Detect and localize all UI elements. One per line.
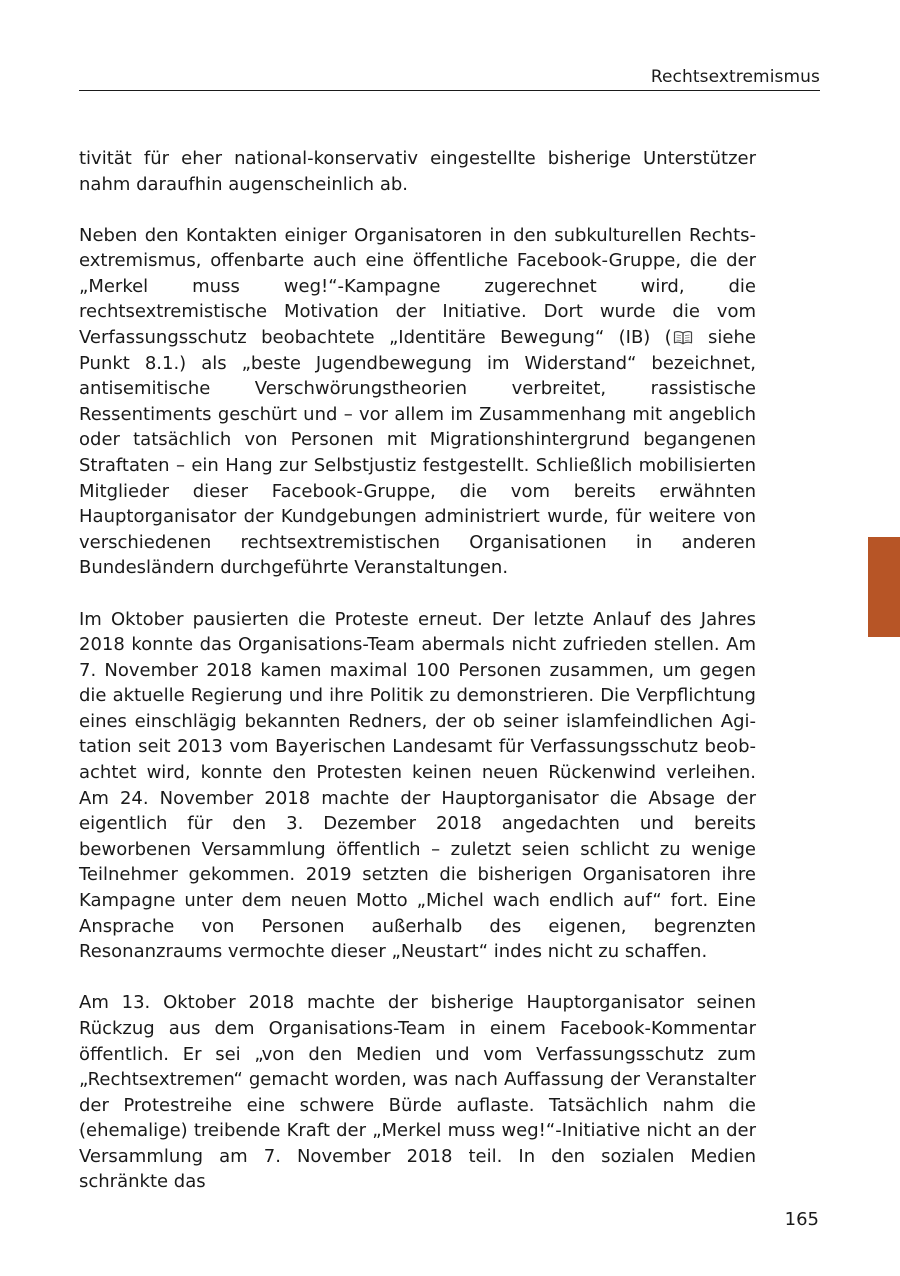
book-icon bbox=[673, 327, 693, 342]
paragraph-4: Am 13. Oktober 2018 machte der bisherige Hauptorganisator seinen Rückzug aus dem Organisations-Team in einem Facebook-Kommentar öffentlich. Er sei „von den Medien und vom Verfassungsschutz zum „Rechtsextremen“ gemacht worden, was nach Auffassung der Veranstalter der Protestreihe eine schwere Bürde auflaste. Tatsächlich nahm die (ehemalige) treibende Kraft der „Merkel muss weg!“-Initiative nicht an der Versammlung am 7. November 2018 teil. In den sozialen Medien schränkte das bbox=[79, 992, 756, 1193]
paragraph-1: tivität für eher national-konservativ eingestellte bisherige Unterstützer nahm daraufhin augenscheinlich ab. bbox=[79, 148, 756, 195]
paragraph-3: Im Oktober pausierten die Proteste erneut. Der letzte Anlauf des Jahres 2018 konnte das Organisations-Team abermals nicht zufrieden stellen. Am 7. November 2018 kamen maximal 100 Personen zusammen, um gegen die aktuelle Regierung und ihre Politik zu demonstrieren. Die Verpflichtung eines einschlägig bekannten Redners, der ob seiner islamfeindlichen Agitation seit 2013 vom Bayerischen Landesamt für Verfassungsschutz beobachtet wird, konnte den Protesten keinen neuen Rückenwind verleihen. Am 24. November 2018 machte der Hauptorganisator die Absage der eigentlich für den 3. Dezember 2018 angedachten und bereits beworbenen Versammlung öffentlich – zuletzt seien schlicht zu wenige Teilnehmer gekommen. 2019 setzten die bisherigen Organisatoren ihre Kampagne unter dem neuen Motto „Michel wach endlich auf“ fort. Eine Ansprache von Personen außerhalb des eigenen, begrenzten Resonanzraums vermochte dieser „Neustart“ indes nicht zu schaffen. bbox=[79, 608, 756, 963]
body-text bbox=[79, 146, 756, 1221]
running-header bbox=[79, 64, 820, 91]
running-header-title: Rechtsextremismus bbox=[650, 67, 820, 87]
paragraph-2 bbox=[79, 223, 756, 581]
chapter-thumb-tab bbox=[868, 537, 900, 637]
paragraph-2-text-after-icon: siehe Punkt 8.1.) als „beste Jugendbewegung im Widerstand“ bezeichnet, antisemitische Verschwörungstheorien verbreitet, rassistische Ressentiments geschürt und – vor allem im Zusammenhang mit angeblich oder tatsächlich von Personen mit Migrationshintergrund begangenen Straftaten – ein Hang zur Selbstjustiz festgestellt. Schließlich mobilisierten Mitglieder dieser Facebook-Gruppe, die vom bereits erwähnten Hauptorganisator der Kundgebungen administriert wurde, für weitere von verschiedenen rechtsextremistischen Organisationen in anderen Bundesländern durchgeführte Veranstaltungen. bbox=[79, 327, 756, 579]
page-number: 165 bbox=[784, 1209, 819, 1230]
paragraph-2-text-before-icon: Neben den Kontakten einiger Organisatoren in den subkulturellen Rechtsextremismus, offenbarte auch eine öffentliche Facebook-Gruppe, die der „Merkel muss weg!“-Kampagne zugerechnet wird, die rechtsextremistische Motivation der Initiative. Dort wurde die vom Verfassungsschutz beobachtete „Identitäre Bewegung“ (IB) ( bbox=[79, 224, 756, 349]
